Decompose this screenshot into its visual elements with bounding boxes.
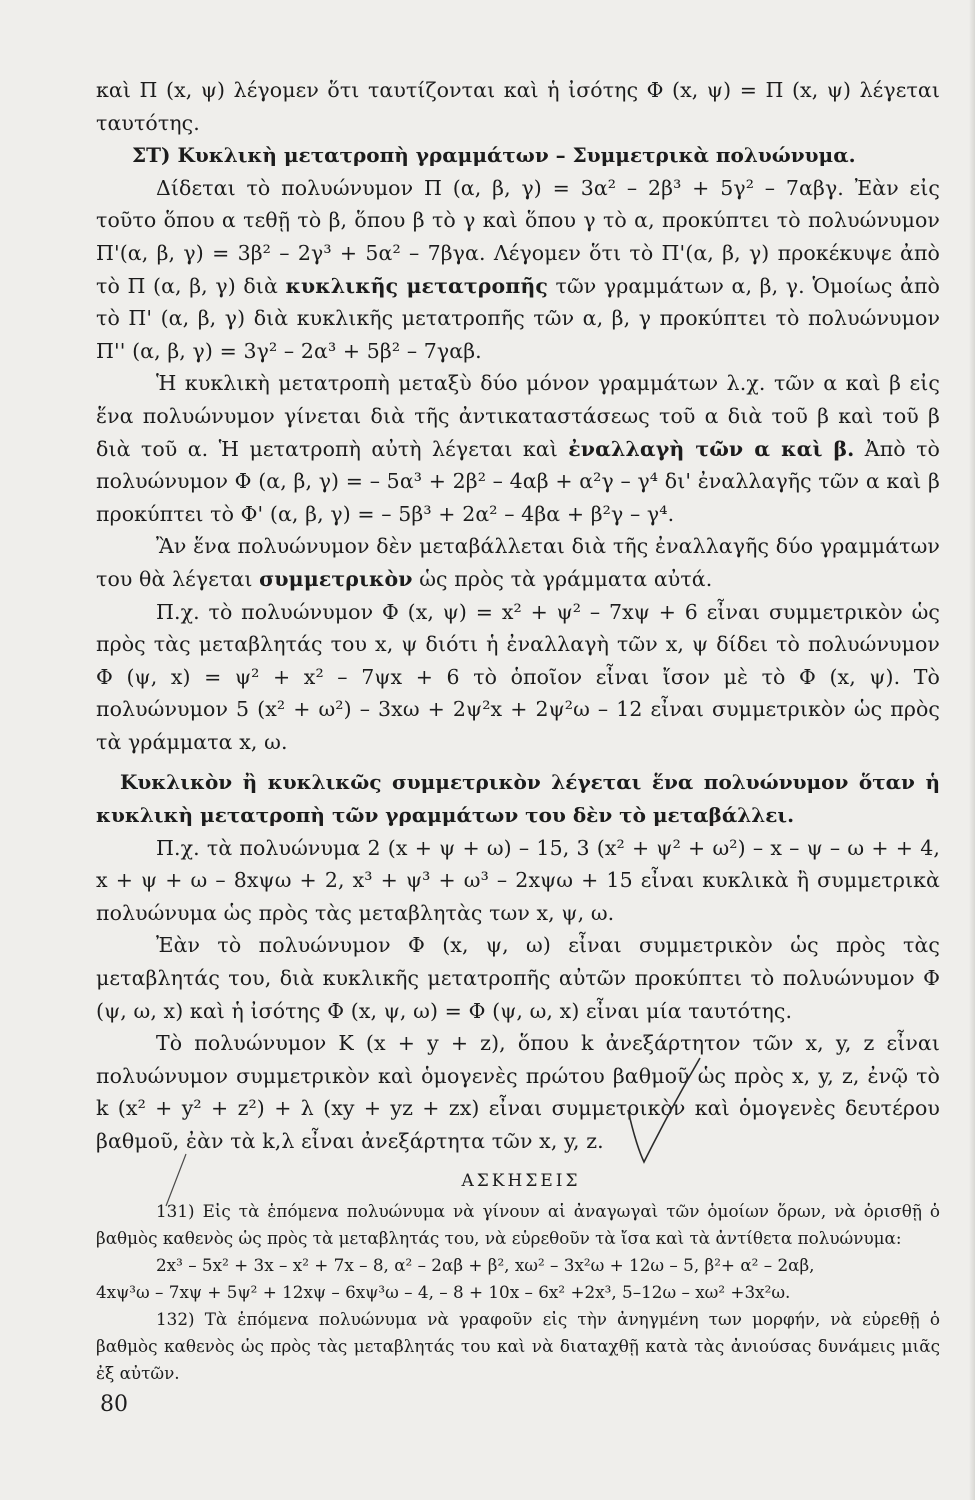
exercises-title: ΑΣΚΗΣΕΙΣ bbox=[461, 1170, 581, 1191]
handwritten-checkmark bbox=[600, 1050, 720, 1170]
exercise-131-line2: 4xψ³ω – 7xψ + 5ψ² + 12xψ – 6xψ³ω – 4, – 8 + 10x – 6x² +2x³, 5–12ω – xω² +3x²ω. bbox=[96, 1281, 791, 1302]
paragraph-intro: καὶ Π (x, ψ) λέγομεν ὅτι ταυτίζονται καὶ ἡ ἰσότης Φ (x, ψ) = Π (x, ψ) λέγεται ταυτότης. bbox=[96, 78, 940, 135]
paragraph-swap: Ἡ κυκλικὴ μετατροπὴ μεταξὺ δύο μόνον γραμμάτων λ.χ. τῶν α καὶ β εἰς ἕνα πολυώνυμον γίνεται διὰ τῆς ἀντικαταστάσεως τοῦ α διὰ τοῦ β καὶ τοῦ β διὰ τοῦ α. Ἡ μετατροπὴ αὐτὴ λέγεται καὶ ἐναλλαγὴ τῶν α καὶ β. Ἀπὸ τὸ πολυώνυμον Φ (α, β, γ) = – 5α³ + 2β² – 4αβ + α²γ – γ⁴ δι' ἐναλλαγῆς τῶν α καὶ β προκύπτει τὸ Φ' (α, β, γ) = – 5β³ + 2α² – 4βα + β²γ – γ⁴. bbox=[96, 371, 940, 526]
paragraph-k-polynomial: Τὸ πολυώνυμον K (x + y + z), ὅπου k ἀνεξάρτητον τῶν x, y, z εἶναι πολυώνυμον συμμετρικὸν καὶ ὁμογενὲς πρώτου βαθμοῦ ὡς πρὸς x, y, z, ἐνῷ τὸ k (x² + y² + z²) + λ (xy + yz + zx) εἶναι συμμετρικὸν καὶ ὁμογενὲς δευτέρου βαθμοῦ, ἐὰν τὰ k,λ εἶναι ἀνεξάρτητα τῶν x, y, z. bbox=[96, 1031, 940, 1153]
page-content bbox=[96, 74, 940, 1387]
term-cyclic-transformation: κυκλικῆς μετατροπῆς bbox=[285, 273, 548, 298]
exercise-132-text: 132) Τὰ ἑπόμενα πολυώνυμα νὰ γραφοῦν εἰς τὴν ἀνηγμένη των μορφήν, νὰ εὑρεθῇ ὁ βαθμὸς καθενὸς ὡς πρὸς τὰς μεταβλητάς του καὶ νὰ διαταχθῇ κατὰ τὰς ἀνιούσας δυνάμεις μιᾶς ἐξ αὐτῶν. bbox=[96, 1308, 940, 1383]
paragraph-symmetric-definition: Ἂν ἕνα πολυώνυμον δὲν μεταβάλλεται διὰ τῆς ἐναλλαγῆς δύο γραμμάτων του θὰ λέγεται συμμετρικὸν ὡς πρὸς τὰ γράμματα αὐτά. bbox=[96, 534, 940, 591]
term-symmetric: συμμετρικὸν bbox=[259, 566, 413, 591]
paragraph-example-2: Π.χ. τὰ πολυώνυμα 2 (x + ψ + ω) – 15, 3 (x² + ψ² + ω²) – x – ψ – ω + + 4, x + ψ + ω – 8xψω + 2, x³ + ψ³ + ω³ – 2xψω + 15 εἶναι κυκλικὰ ἢ συμμετρικὰ πολυώνυμα ὡς πρὸς τὰς μεταβλητὰς των x, ψ, ω. bbox=[96, 835, 940, 925]
exercise-131-text: 131) Εἰς τὰ ἑπόμενα πολυώνυμα νὰ γίνουν αἱ ἀναγωγαὶ τῶν ὁμοίων ὅρων, νὰ ὁρισθῇ ὁ βαθμὸς καθενὸς ὡς πρὸς τὰ μεταβλητάς του, νὰ εὑρεθοῦν τὰ ἴσα καὶ τὰ ἀντίθετα πολυώνυμα: bbox=[96, 1200, 940, 1248]
paragraph-example-1: Π.χ. τὸ πολυώνυμον Φ (x, ψ) = x² + ψ² – 7xψ + 6 εἶναι συμμετρικὸν ὡς πρὸς τὰς μεταβλητάς του x, ψ διότι ἡ ἐναλλαγὴ τῶν x, ψ δίδει τὸ πολυώνυμον Φ (ψ, x) = ψ² + x² – 7ψx + 6 τὸ ὁποῖον εἶναι ἴσον μὲ τὸ Φ (x, ψ). Τὸ πολυώνυμον 5 (x² + ω²) – 3xω + 2ψ²x + 2ψ²ω – 12 εἶναι συμμετρικὸν ὡς πρὸς τὰ γράμματα x, ω. bbox=[96, 599, 940, 754]
exercise-131-line1: 2x³ – 5x² + 3x – x² + 7x – 8, α² – 2αβ + β², xω² – 3x²ω + 12ω – 5, β²+ α² – 2αβ, bbox=[156, 1254, 815, 1275]
section-heading: ΣΤ) Κυκλικὴ μετατροπὴ γραμμάτων – Συμμετρικὰ πολυώνυμα. bbox=[132, 143, 856, 168]
page-number: 80 bbox=[100, 1392, 128, 1417]
handwritten-slash bbox=[160, 1150, 190, 1210]
paragraph-cyclic: Δίδεται τὸ πολυώνυμον Π (α, β, γ) = 3α² – 2β³ + 5γ² – 7αβγ. Ἐὰν εἰς τοῦτο ὅπου α τεθῇ τὸ β, ὅπου β τὸ γ καὶ ὅπου γ τὸ α, προκύπτει τὸ πολυώνυμον Π'(α, β, γ) = 3β² – 2γ³ + 5α² – 7βγα. Λέγομεν ὅτι τὸ Π'(α, β, γ) προκέκυψε ἀπὸ τὸ Π (α, β, γ) διὰ κυκλικῆς μετατροπῆς τῶν γραμμάτων α, β, γ. Ὁμοίως ἀπὸ τὸ Π' (α, β, γ) διὰ κυκλικῆς μετατροπῆς τῶν α, β, γ προκύπτει τὸ πολυώνυμον Π'' (α, β, γ) = 3γ² – 2α³ + 5β² – 7γαβ. bbox=[96, 175, 940, 363]
binding-edge bbox=[969, 0, 975, 1500]
term-swap: ἐναλλαγὴ τῶν α καὶ β. bbox=[568, 436, 855, 461]
paragraph-identity: Ἐὰν τὸ πολυώνυμον Φ (x, ψ, ω) εἶναι συμμετρικὸν ὡς πρὸς τὰς μεταβλητάς του, διὰ κυκλικῆς μετατροπῆς αὐτῶν προκύπτει τὸ πολυώνυμον Φ (ψ, ω, x) καὶ ἡ ἰσότης Φ (x, ψ, ω) = Φ (ψ, ω, x) εἶναι μία ταυτότης. bbox=[96, 933, 940, 1023]
definition-cyclic-symmetric: Κυκλικὸν ἢ κυκλικῶς συμμετρικὸν λέγεται ἕνα πολυώνυμον ὅταν ἡ κυκλικὴ μετατροπὴ τῶν γραμμάτων του δὲν τὸ μεταβάλλει. bbox=[96, 770, 940, 828]
